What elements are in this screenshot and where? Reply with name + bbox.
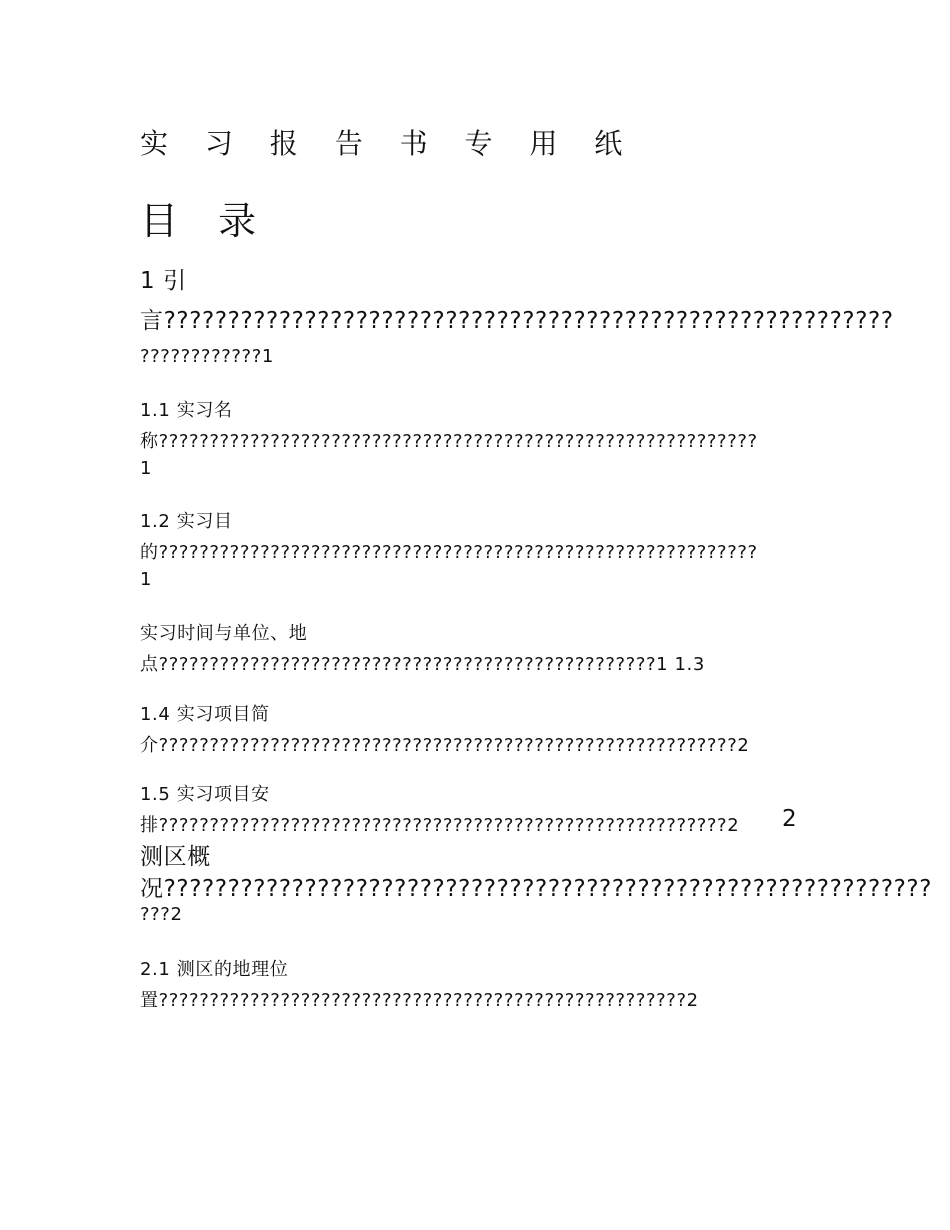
toc-entry-label: 2.1 测区的地理位 xyxy=(140,959,289,980)
toc-entry-label: 1.1 实习名 xyxy=(140,400,233,421)
toc-entry-label: 1.5 实习项目安 xyxy=(140,784,270,805)
toc-entry-leader: 称??????????????????????????????????????????????????????????? xyxy=(140,431,758,452)
toc-entry-leader-page: ????????????1 xyxy=(140,346,274,367)
toc-entry-page: 1 xyxy=(140,458,153,479)
toc-entry-leader: 点?????????????????????????????????????????????????1 1.3 xyxy=(140,654,705,675)
toc-entry-leader: 排????????????????????????????????????????????????????????2 xyxy=(140,815,740,836)
toc-entry-label: 1 引 xyxy=(140,268,187,294)
toc-entry-label: 1.4 实习项目简 xyxy=(140,704,270,725)
toc-entry-leader: 介?????????????????????????????????????????????????????????2 xyxy=(140,735,750,756)
toc-entry-label: 1.2 实习目 xyxy=(140,511,233,532)
toc-chapter-number: 2 xyxy=(782,806,798,832)
toc-entry-label: 实习时间与单位、地 xyxy=(140,623,308,644)
toc-entry-leader: 言????????????????????????????????????????????????????????? xyxy=(140,308,894,334)
header-title: 实 习 报 告 书 专 用 纸 xyxy=(140,127,637,160)
toc-title: 目 录 xyxy=(140,199,271,243)
toc-entry-leader: 的??????????????????????????????????????????????????????????? xyxy=(140,542,758,563)
toc-chapter-page: ???2 xyxy=(140,904,183,925)
toc-entry-page: 1 xyxy=(140,569,153,590)
toc-chapter-leader: 况???????????????????????????????????????????????????????????? xyxy=(140,876,933,902)
toc-chapter-label: 测区概 xyxy=(140,844,211,870)
toc-entry-leader: 置????????????????????????????????????????????????????2 xyxy=(140,990,699,1011)
